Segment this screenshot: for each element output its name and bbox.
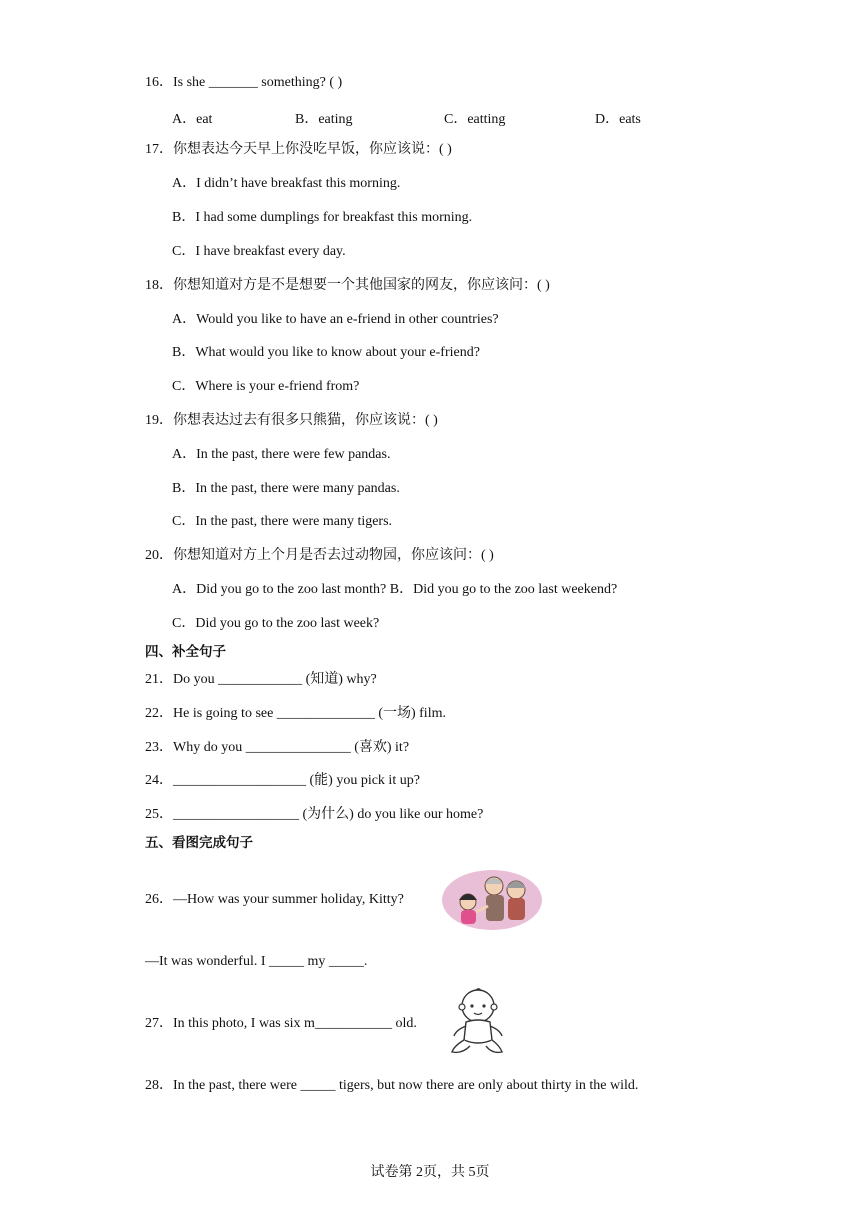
q17-stem: 17．你想表达今天早上你没吃早饭，你应该说：( ) (145, 142, 452, 157)
q28: 28．In the past, there were _____ tigers, but now there are only about thirty in the wild. (145, 1078, 639, 1093)
q16-stem: 16．Is she _______ something? ( ) (145, 75, 343, 90)
q17-option-a: A．I didn’t have breakfast this morning. (172, 176, 401, 191)
q27: 27．In this photo, I was six m___________ old. (145, 1016, 417, 1031)
q16-option-a: A．eat (172, 112, 213, 127)
q26-question: 26．—How was your summer holiday, Kitty? (145, 892, 404, 907)
family-hug-illustration (440, 866, 544, 932)
q18-option-c: C．Where is your e-friend from? (172, 379, 360, 394)
q23: 23．Why do you _______________ (喜欢) it? (145, 740, 410, 755)
q16-option-b: B．eating (295, 112, 353, 127)
q19-option-c: C．In the past, there were many tigers. (172, 514, 393, 529)
q17-option-b: B．I had some dumplings for breakfast this morning. (172, 210, 473, 225)
q18-stem: 18．你想知道对方是不是想要一个其他国家的网友，你应该问：( ) (145, 278, 550, 293)
q19-option-b: B．In the past, there were many pandas. (172, 481, 400, 496)
section5-title: 五、看图完成句子 (145, 835, 253, 851)
q24: 24．___________________ (能) you pick it up? (145, 773, 420, 788)
baby-illustration (446, 986, 506, 1056)
q16-option-c: C．eatting (444, 112, 506, 127)
q19-option-a: A．In the past, there were few pandas. (172, 447, 391, 462)
q20-option-c: C．Did you go to the zoo last week? (172, 616, 380, 631)
q22: 22．He is going to see ______________ (一场) film. (145, 706, 446, 721)
section4-title: 四、补全句子 (145, 644, 226, 660)
q18-option-b: B．What would you like to know about your e-friend? (172, 345, 480, 360)
q16-option-d: D．eats (595, 112, 641, 127)
q20-option-ab: A．Did you go to the zoo last month? B．Did you go to the zoo last weekend? (172, 582, 618, 597)
q19-stem: 19．你想表达过去有很多只熊猫，你应该说：( ) (145, 413, 438, 428)
page-footer: 试卷第 2页，共 5页 (370, 1165, 490, 1180)
q26-answer: —It was wonderful. I _____ my _____. (145, 954, 368, 969)
q25: 25．__________________ (为什么) do you like our home? (145, 807, 484, 822)
q17-option-c: C．I have breakfast every day. (172, 244, 346, 259)
q18-option-a: A．Would you like to have an e-friend in other countries? (172, 312, 499, 327)
q21: 21．Do you ____________ (知道) why? (145, 672, 377, 687)
q20-stem: 20．你想知道对方上个月是否去过动物园，你应该问：( ) (145, 548, 494, 563)
